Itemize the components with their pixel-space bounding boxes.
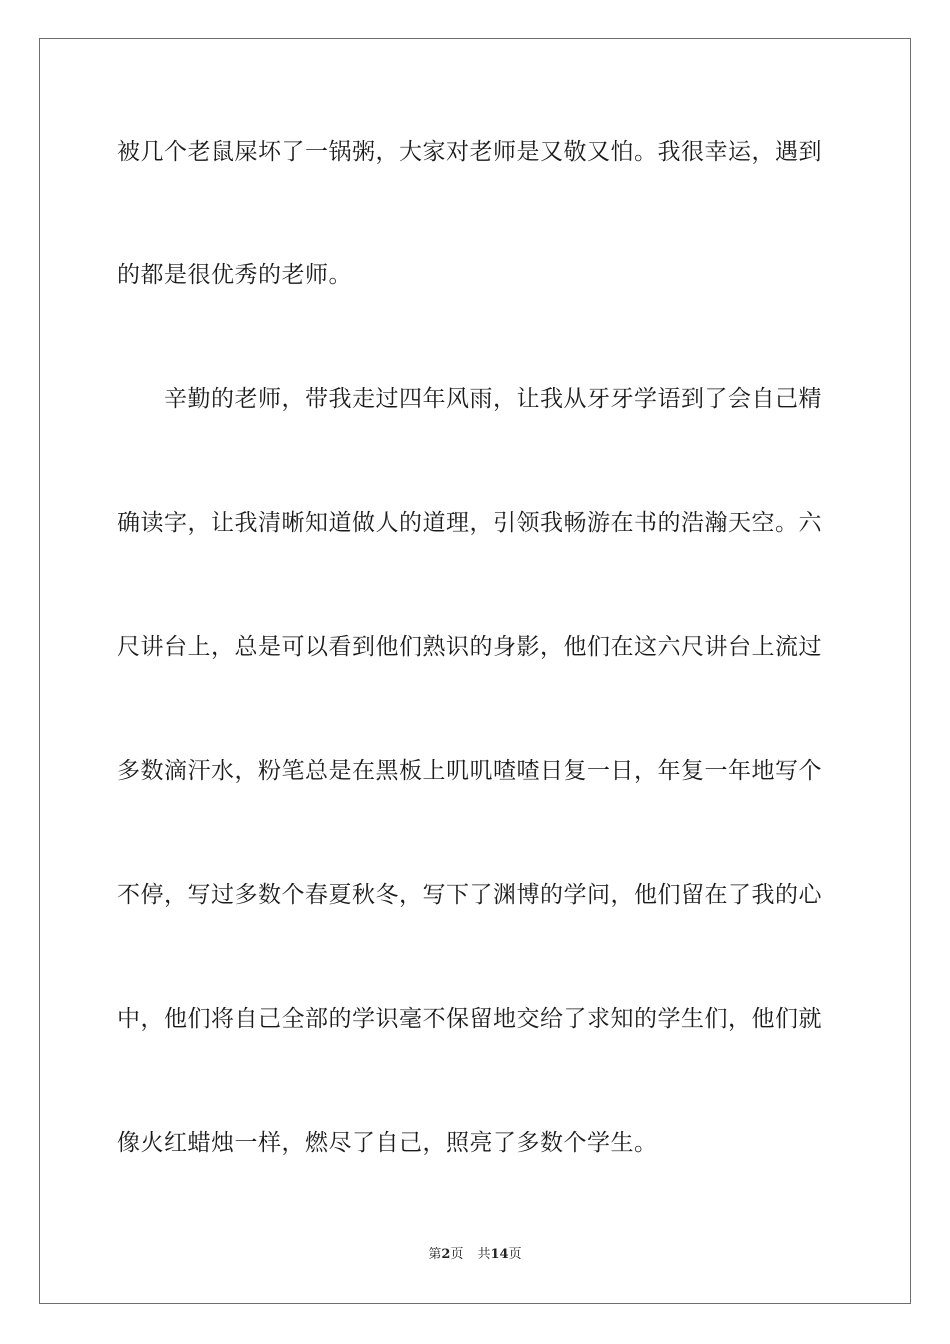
current-page-number: 2: [441, 1247, 451, 1262]
paragraph-line: 多数滴汗水，粉笔总是在黑板上叽叽喳喳日复一日，年复一年地写个: [117, 758, 822, 784]
paragraph-line: 被几个老鼠屎坏了一锅粥，大家对老师是又敬又怕。我很幸运，遇到: [117, 139, 822, 165]
page-footer: [0, 1246, 950, 1264]
paragraph-line: 确读字，让我清晰知道做人的道理，引领我畅游在书的浩瀚天空。六: [117, 510, 822, 536]
page-border: [39, 38, 911, 1304]
paragraph-line: 中，他们将自己全部的学识毫不保留地交给了求知的学生们，他们就: [117, 1006, 822, 1032]
paragraph-line: 辛勤的老师，带我走过四年风雨，让我从牙牙学语到了会自己精: [164, 386, 822, 412]
paragraph-line: 不停，写过多数个春夏秋冬，写下了渊博的学问，他们留在了我的心: [117, 882, 822, 908]
paragraph-line: 尺讲台上，总是可以看到他们熟识的身影，他们在这六尺讲台上流过: [117, 634, 822, 660]
paragraph-line: 的都是很优秀的老师。: [117, 262, 352, 288]
page-prefix: 第: [428, 1247, 442, 1262]
page-suffix: 页: [450, 1247, 464, 1262]
total-page-number: 14: [490, 1247, 509, 1262]
paragraph-line: 像火红蜡烛一样，燃尽了自己，照亮了多数个学生。: [117, 1130, 658, 1156]
total-prefix: 共: [477, 1247, 491, 1262]
total-suffix: 页: [508, 1247, 522, 1262]
